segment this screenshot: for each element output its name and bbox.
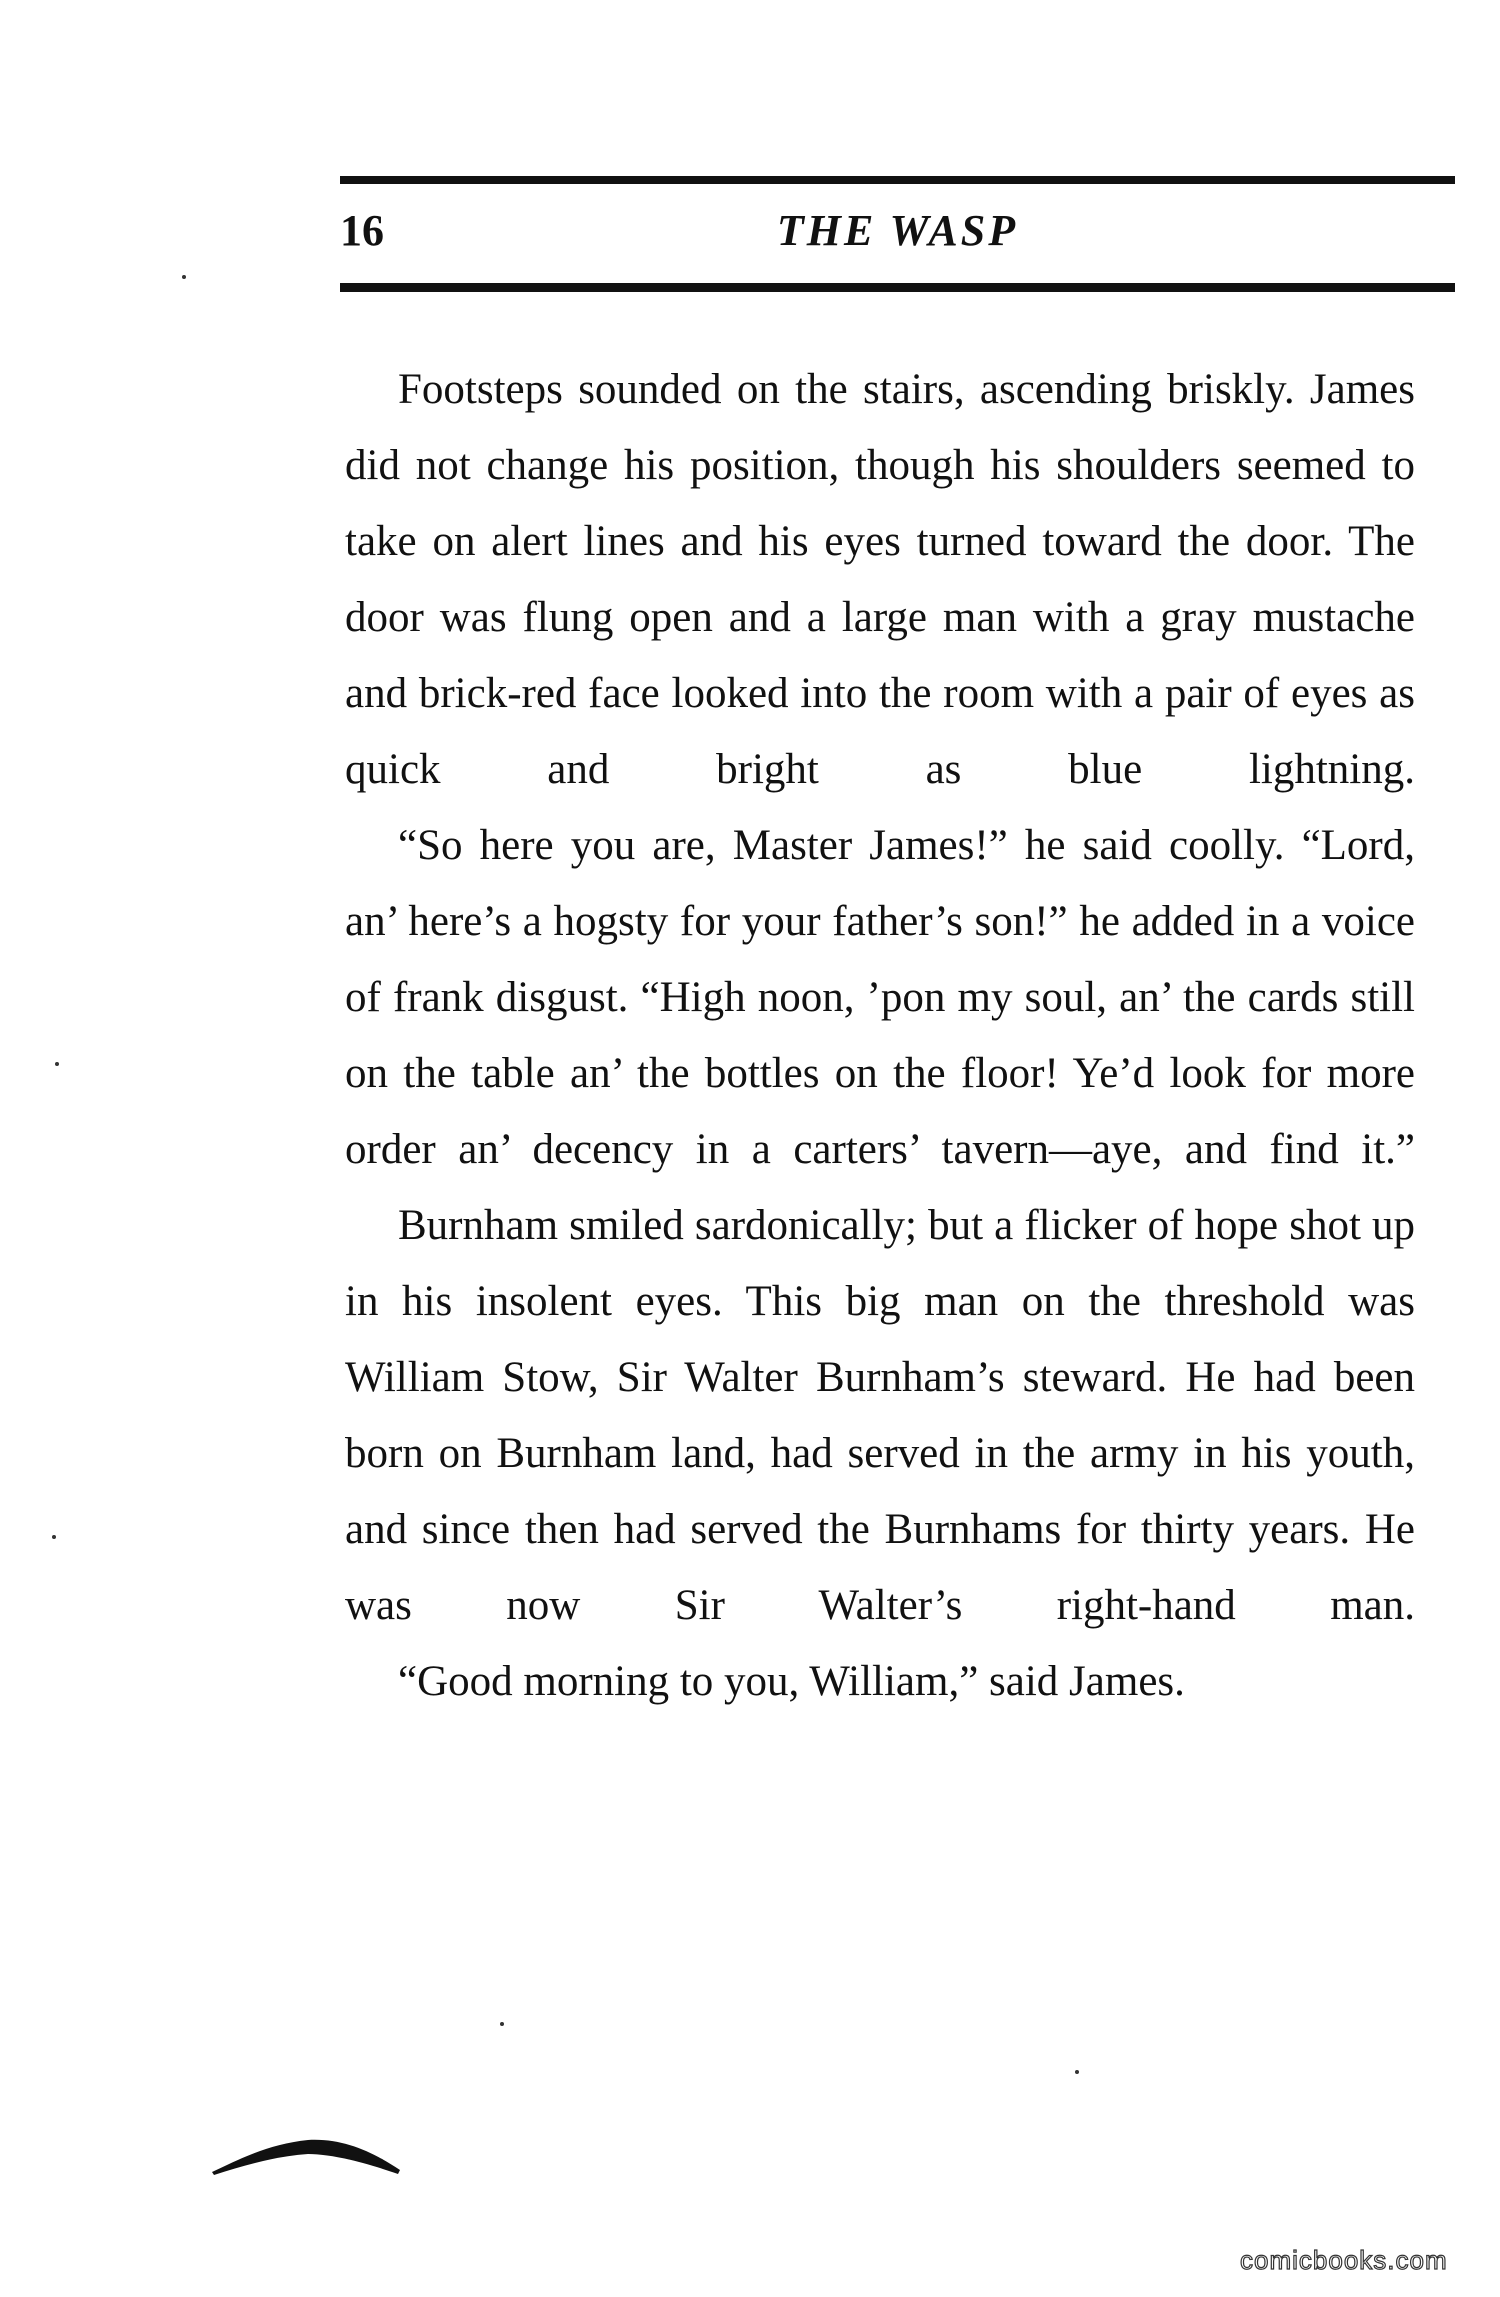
header-rule-top <box>340 176 1455 184</box>
paragraph-1: Footsteps sounded on the stairs, ascending briskly. James did not change his position, though his shoulders seemed to take on alert lines and his eyes turned toward the door. The door was flung open and a large man with a gray mustache and brick-red face looked into the room with a pair of eyes as quick and bright as blue lightning. <box>345 366 1415 793</box>
watermark: comicbooks.com <box>1240 2245 1448 2275</box>
speck-mark <box>1075 2070 1079 2074</box>
page-number: 16 <box>340 206 384 255</box>
speck-mark <box>182 275 186 279</box>
running-title: THE WASP <box>776 206 1019 255</box>
paragraph-4: “Good morning to you, William,” said James. <box>398 1658 1185 1705</box>
header-rule-bottom <box>340 283 1455 292</box>
paragraph-2: “So here you are, Master James!” he said coolly. “Lord, an’ here’s a hogsty for your father’s son!” he added in a voice of frank disgust. “High noon, ’pon my soul, an’ the cards still on the table an’ the bottles on the floor! Ye’d look for more order an’ decency in a carters’ tavern—aye, and find it.” <box>345 822 1415 1173</box>
speck-mark <box>52 1535 56 1539</box>
running-header <box>340 205 1455 265</box>
body-text <box>345 352 1415 1720</box>
speck-mark <box>500 2022 504 2026</box>
paragraph-3: Burnham smiled sardonically; but a flicker of hope shot up in his insolent eyes. This big man on the threshold was William Stow, Sir Walter Burnham’s steward. He had been born on Burnham land, had served in the army in his youth, and since then had served the Burnhams for thirty years. He was now Sir Walter’s right-hand man. <box>345 1202 1415 1629</box>
page-ornament-icon <box>208 2130 403 2176</box>
speck-mark <box>55 1062 59 1066</box>
